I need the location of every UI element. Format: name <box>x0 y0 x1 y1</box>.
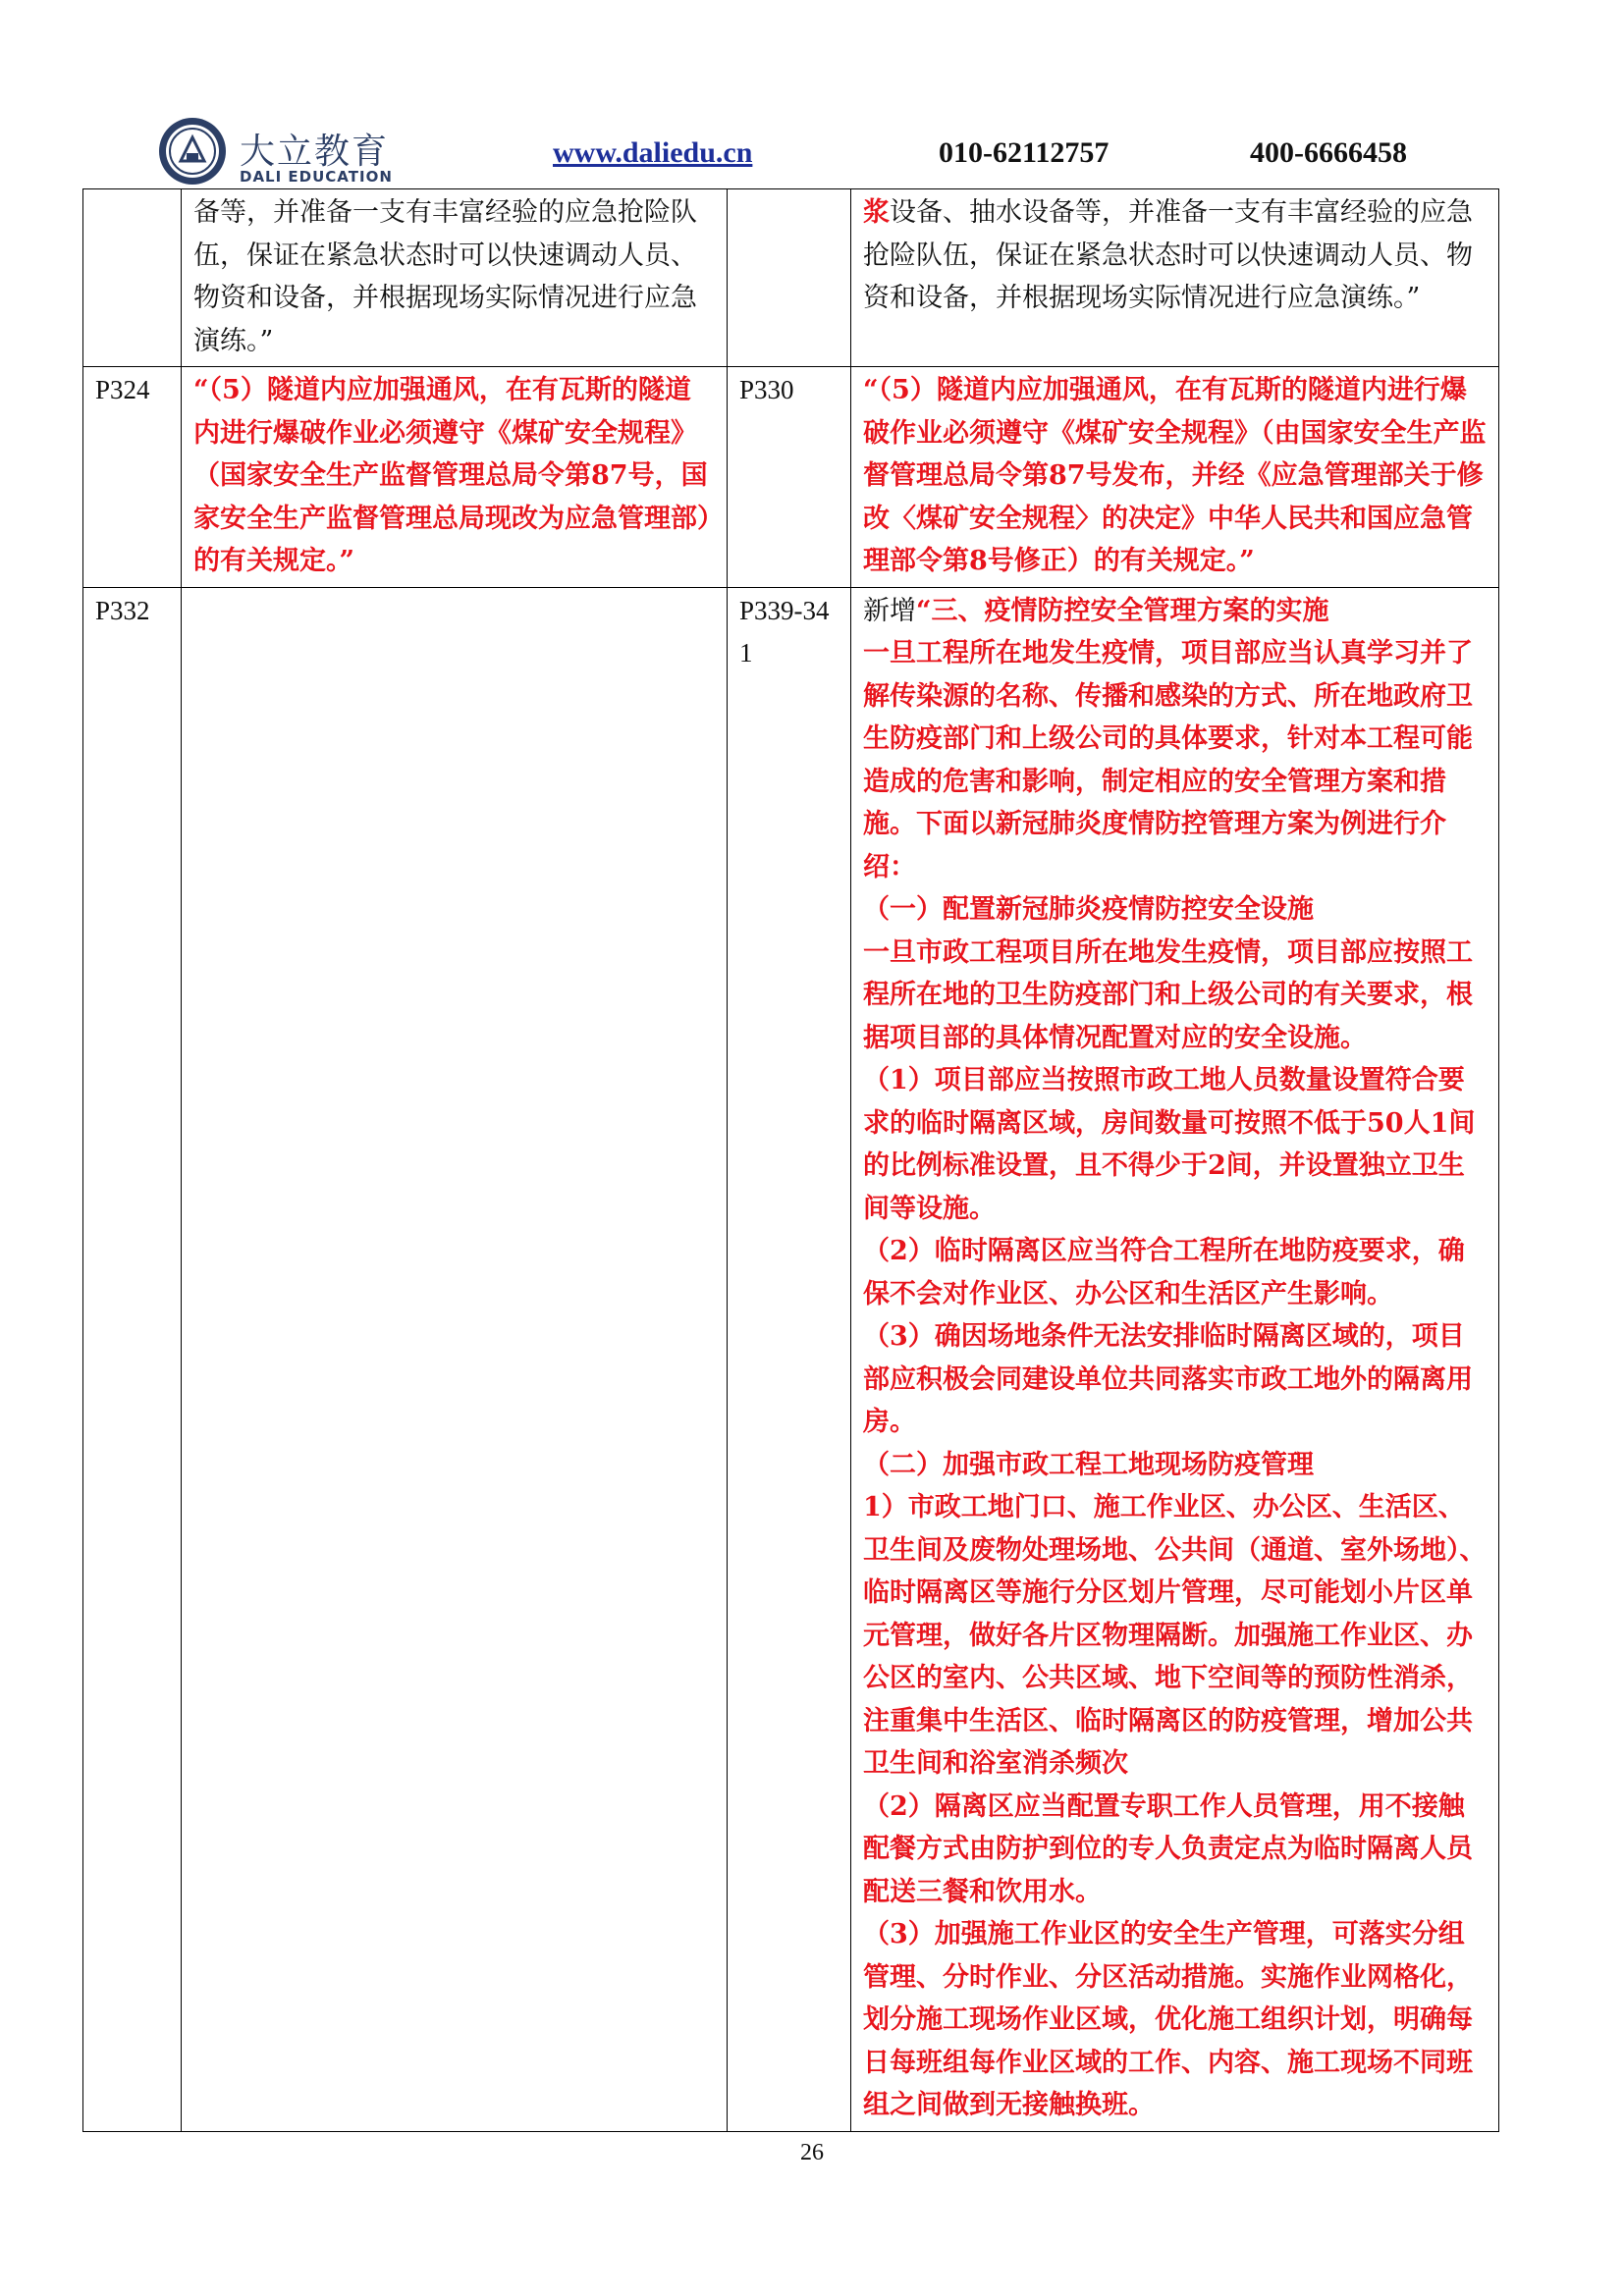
new-page-cell: P330 <box>728 367 851 588</box>
revision-table <box>82 188 1499 2132</box>
old-text-cell <box>182 367 728 588</box>
new-paragraph: （2）临时隔离区应当符合工程所在地防疫要求，确保不会对作业区、办公区和生活区产生影响。 <box>863 1236 1465 1309</box>
phone-number-1: 010-62112757 <box>939 136 1110 169</box>
old-page-cell <box>83 189 182 367</box>
new-paragraph: （1）项目部应当按照市政工地人员数量设置符合要求的临时隔离区域，房间数量可按照不低于50人1间的比例标准设置，且不得少于2间，并设置独立卫生间等设施。 <box>863 1065 1476 1224</box>
new-paragraph: （3）确因场地条件无法安排临时隔离区域的，项目部应积极会同建设单位共同落实市政工地外的隔离用房。 <box>863 1321 1473 1437</box>
phone-number-2: 400-6666458 <box>1250 136 1407 169</box>
new-page-cell <box>728 189 851 367</box>
old-page-cell: P324 <box>83 367 182 588</box>
new-text-cell <box>851 367 1499 588</box>
page-header <box>0 0 1624 187</box>
new-paragraph: 一旦工程所在地发生疫情，项目部应当认真学习并了解传染源的名称、传播和感染的方式、所在地政府卫生防疫部门和上级公司的具体要求，针对本工程可能造成的危害和影响，制定相应的安全管理方案和措施。下面以新冠肺炎度情防控管理方案为例进行介绍： <box>863 638 1473 882</box>
new-text-cell <box>851 587 1499 2131</box>
website-link[interactable]: www.daliedu.cn <box>553 136 753 169</box>
page-number: 26 <box>800 2140 824 2165</box>
dali-education-logo-icon <box>157 116 228 187</box>
new-paragraph: （一）配置新冠肺炎疫情防控安全设施 <box>863 894 1314 925</box>
new-paragraph: （2）隔离区应当配置专职工作人员管理，用不接触配餐方式由防护到位的专人负责定点为临时隔离人员配送三餐和饮用水。 <box>863 1790 1473 1907</box>
new-paragraph: “三、疫情防控安全管理方案的实施 <box>916 595 1329 626</box>
new-paragraph: （3）加强施工作业区的安全生产管理，可落实分组管理、分时作业、分区活动措施。实施作业网格化，划分施工现场作业区域，优化施工组织计划，明确每日每班组每作业区域的工作、内容、施工现场不同班组之间做到无接触换班。 <box>863 1919 1473 2120</box>
new-page-cell: P339-341 <box>728 587 851 2131</box>
new-text: “（5）隧道内应加强通风，在有瓦斯的隧道内进行爆破作业必须遵守《煤矿安全规程》（由国家安全生产监督管理总局令第87号发布，并经《应急管理部关于修改〈煤矿安全规程〉的决定》中华人民共和国应急管理部令第8号修正）的有关规定。” <box>863 375 1487 576</box>
new-paragraph: 一旦市政工程项目所在地发生疫情，项目部应按照工程所在地的卫生防疫部门和上级公司的有关要求，根据项目部的具体情况配置对应的安全设施。 <box>863 936 1473 1053</box>
old-text-cell <box>182 189 728 367</box>
logo-chinese-name: 大立教育 <box>240 132 390 172</box>
table-row <box>83 367 1499 588</box>
old-text: 备等，并准备一支有丰富经验的应急抢险队伍，保证在紧急状态时可以快速调动人员、物资和设备，并根据现场实际情况进行应急演练。” <box>193 197 697 356</box>
new-text: 设备、抽水设备等，并准备一支有丰富经验的应急抢险队伍，保证在紧急状态时可以快速调动人员、物资和设备，并根据现场实际情况进行应急演练。” <box>863 197 1473 313</box>
new-paragraph: （二）加强市政工程工地现场防疫管理 <box>863 1449 1314 1480</box>
new-text-prefix: 新增 <box>863 595 916 626</box>
new-text-cell <box>851 189 1499 367</box>
table-row <box>83 189 1499 367</box>
new-paragraph: 1）市政工地门口、施工作业区、办公区、生活区、卫生间及废物处理场地、公共间（通道、室外场地）、临时隔离区等施行分区划片管理，尽可能划小片区单元管理，做好各片区物理隔断。加强施工作业区、办公区的室内、公共区域、地下空间等的预防性消杀，注重集中生活区、临时隔离区的防疫管理，增加公共卫生间和浴室消杀频次 <box>863 1492 1487 1779</box>
new-text-red-prefix: 浆 <box>863 197 890 228</box>
logo-english-name: DALI EDUCATION <box>240 168 393 186</box>
old-text-cell <box>182 587 728 2131</box>
table-row <box>83 587 1499 2131</box>
old-text: “（5）隧道内应加强通风，在有瓦斯的隧道内进行爆破作业必须遵守《煤矿安全规程》（国家安全生产监督管理总局令第87号，国家安全生产监督管理总局现改为应急管理部）的有关规定。” <box>193 375 711 576</box>
old-page-cell: P332 <box>83 587 182 2131</box>
